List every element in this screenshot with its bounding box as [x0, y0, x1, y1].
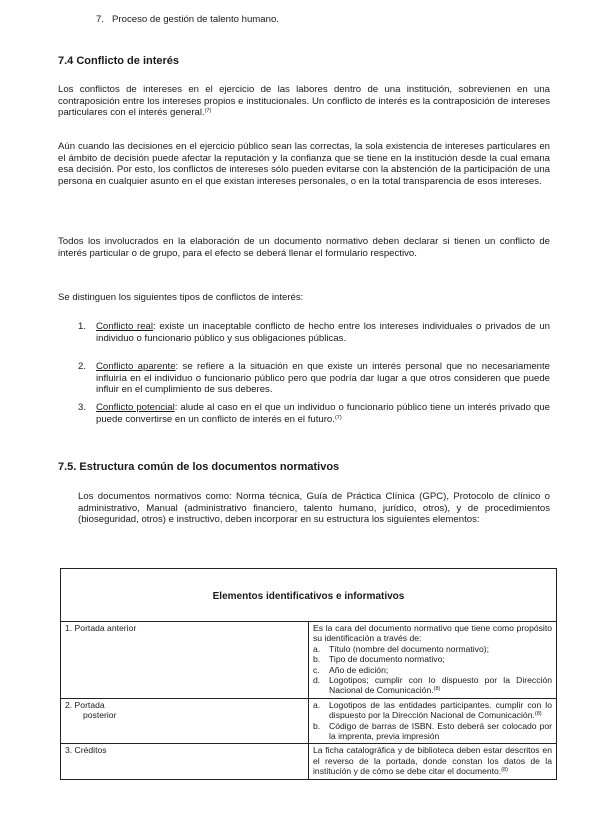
item-text: Logotipos; cumplir con lo dispuesto por la Dirección Nacional de Comunicación. [329, 675, 552, 696]
item-letter: b. [313, 720, 321, 731]
conflict-type-term: Conflicto potencial [96, 402, 175, 413]
conflict-type-number: 1. [78, 321, 87, 332]
conflict-type-term: Conflicto real [96, 321, 153, 332]
paragraph-1 [58, 84, 550, 119]
item-text: Año de edición; [329, 664, 389, 675]
item-text: Tipo de documento normativo; [329, 654, 445, 665]
table-row [61, 744, 557, 779]
item-letter: b. [313, 654, 321, 665]
paragraph-1-text: Los conflictos de intereses en el ejercicio de las labores dentro de una institución, sobrevienen en una contraposición entre los intereses propios e institucionales. Un conflicto de interés es la contraposición de intereses particulares con el interés general. [58, 84, 550, 119]
row-label [61, 744, 309, 779]
item-text: Título (nombre del documento normativo); [329, 643, 490, 654]
conflict-type-number: 2. [78, 361, 87, 372]
item-text: Logotipos de las entidades participantes. cumplir con lo dispuesto por la Dirección Nacional de Comunicación. [329, 699, 552, 721]
row-content [309, 698, 557, 744]
section-7-5-intro: Los documentos normativos como: Norma técnica, Guía de Práctica Clínica (GPC), Protocolo de clínico o administrativo, Manual (administrativo financiero, talento humano, jurídico, otros), y de procedimientos (bioseguridad, otros) e instructivo, deben incorporar en su estructura los siguientes elementos: [78, 491, 550, 526]
conflict-type-term: Conflicto aparente [96, 361, 176, 372]
row-label-text-2: posterior [83, 710, 117, 721]
list-item [313, 665, 552, 675]
row-label [61, 698, 309, 744]
conflict-type-text: : alude al caso en el que un individuo o funcionario público tiene un interés privado que puede convertirse en un conflicto de interés en el futuro. [96, 402, 550, 425]
table-header-row [61, 569, 557, 622]
reference-marker: (8) [501, 767, 508, 774]
table-header: Elementos identificativos e informativos [61, 569, 557, 622]
row-label [61, 622, 309, 699]
reference-marker: (8) [433, 686, 441, 693]
table-row [61, 698, 557, 744]
list-item [313, 654, 552, 664]
row-label-text: 1. Portada anterior [65, 623, 137, 633]
list-item [313, 700, 552, 721]
row-content [309, 744, 557, 779]
row-label-text: 3. Créditos [65, 745, 107, 756]
reference-marker: (7) [334, 414, 342, 421]
conflict-type-1 [78, 321, 550, 344]
list-item [313, 675, 552, 696]
conflict-type-3 [78, 402, 550, 425]
item-letter: a. [313, 699, 321, 710]
row-intro: Es la cara del documento normativo que tiene como propósito su identificación a través de: [313, 623, 552, 644]
list-item-7 [96, 14, 516, 26]
list-item [313, 644, 552, 654]
row-label-text: 2. Portada [65, 699, 105, 710]
paragraph-4: Se distinguen los siguientes tipos de conflictos de interés: [58, 292, 304, 303]
item-letter: a. [313, 643, 321, 654]
item-text: Código de barras de ISBN. Esto deberá ser colocado por la imprenta, previa impresión [329, 720, 552, 742]
reference-marker: (7) [204, 108, 212, 115]
paragraph-2: Aún cuando las decisiones en el ejercicio público sean las correctas, la sola existencia de intereses particulares en el ámbito de decisión puede afectar la reputación y la confianza que se tiene en la institución desde la cual emana esa decisión. Por esto, los conflictos de intereses sólo pueden evitarse con la abstención de la participación de una persona en cualquier asunto en el que existan intereses personales, o en la total transparencia de esos intereses. [58, 141, 550, 187]
conflict-type-text: : se refiere a la situación en que existe un interés personal que no necesariamente influiría en el individuo o funcionario público pero que podría dar lugar a que otros consideren que puede influir en el cumplimiento de sus deberes. [96, 361, 550, 396]
list-item-number: 7. [96, 14, 105, 25]
table-row [61, 622, 557, 699]
row-intro: La ficha catalográfica y de biblioteca deben estar descritos en el reverso de la portada, donde constan los datos de la institución y de cómo se debe citar el documento. [313, 745, 552, 777]
conflict-type-text: : existe un inaceptable conflicto de hecho entre los intereses individuales o privados de un individuo o funcionario público y sus obligaciones públicas. [96, 321, 550, 344]
item-letter: c. [313, 664, 320, 675]
elements-table [60, 568, 557, 780]
conflict-type-number: 3. [78, 402, 87, 413]
section-heading-7-4: 7.4 Conflicto de interés [58, 55, 180, 67]
list-item [313, 721, 552, 742]
row-content [309, 622, 557, 699]
paragraph-3: Todos los involucrados en la elaboración de un documento normativo deben declarar si tienen un conflicto de interés particular o de grupo, para el efecto se deberá llenar el formulario respectivo. [58, 236, 550, 259]
reference-marker: (8) [534, 711, 542, 718]
section-heading-7-5: 7.5. Estructura común de los documentos normativos [58, 461, 340, 473]
list-item-text: Proceso de gestión de talento humano. [112, 14, 279, 25]
conflict-type-2 [78, 361, 550, 396]
item-letter: d. [313, 675, 321, 686]
